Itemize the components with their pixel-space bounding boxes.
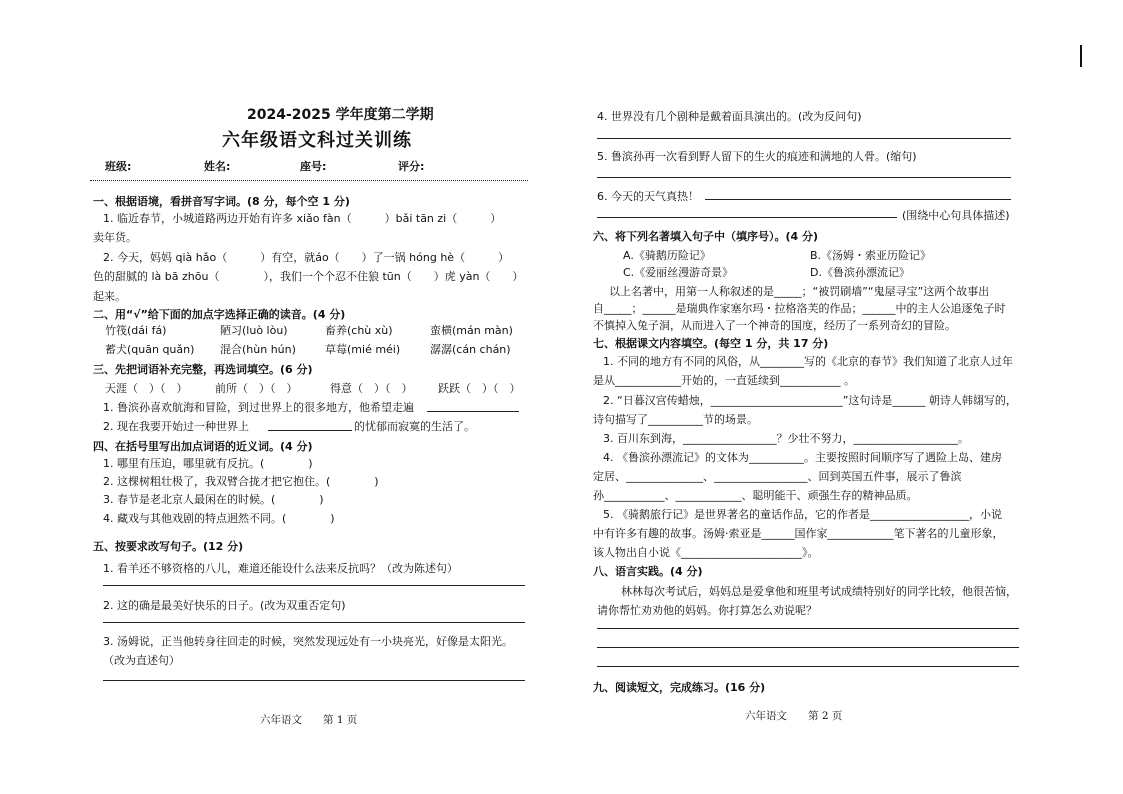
- book-option-d: D.《鲁滨孙漂流记》: [810, 266, 910, 279]
- pinyin-choice: 竹筏(dái fá): [105, 324, 167, 337]
- s3-question-1: 1. 鲁滨孙喜欢航海和冒险，到过世界上的很多地方，他希望走遍: [103, 401, 414, 414]
- pinyin-choice: 草莓(mié méi): [325, 343, 401, 356]
- pinyin-choice: 混合(hùn hún): [220, 343, 296, 356]
- answer-line: [705, 199, 1011, 200]
- s7-q1b: 是从____________开始的，一直延续到___________ 。: [593, 374, 855, 387]
- book-option-c: C.《爱丽丝漫游奇景》: [623, 266, 734, 279]
- s5-question-1: 1. 看羊还不够资格的八儿，难道还能设什么法来反抗吗？（改为陈述句）: [103, 562, 458, 575]
- pinyin-choice: 潺潺(cán chán): [430, 343, 511, 356]
- s8-paragraph-2: 请你帮忙劝劝他的妈妈。你打算怎么劝说呢？: [597, 604, 817, 617]
- s4-question-1: 1. 哪里有压迫，哪里就有反抗。( ): [103, 457, 313, 470]
- s7-q4b: 定居、______________、_________________、回到英国五件事，展示了鲁滨: [593, 470, 962, 483]
- s5-question-3: 3. 汤姆说，正当他转身往回走的时候，突然发现远处有一小块亮光，好像是太阳光。: [103, 635, 513, 648]
- s7-q2a: 2. “日暮汉宫传蜡烛，________________________”这句诗是______ 朝诗人韩翃写的，: [603, 394, 1017, 407]
- s8-paragraph-1: 林林每次考试后，妈妈总是爱拿他和班里考试成绩特别好的同学比较，他很苦恼，: [621, 585, 1017, 598]
- section-9-title: 九、阅读短文，完成练习。(16 分): [593, 681, 766, 694]
- s4-question-2: 2. 这棵树粗壮极了，我双臂合拢才把它抱住。( ): [103, 475, 379, 488]
- p2-question-5: 5. 鲁滨孙再一次看到野人留下的生火的痕迹和满地的人骨。(缩句): [597, 150, 917, 163]
- answer-line: [103, 622, 525, 623]
- seat-field-label: 座号:: [300, 160, 327, 173]
- s4-question-4: 4. 藏戏与其他戏剧的特点迥然不同。( ): [103, 512, 335, 525]
- pinyin-choice: 陋习(luò lòu): [220, 324, 288, 337]
- answer-blank: [427, 411, 519, 412]
- answer-line: [103, 585, 525, 586]
- p2-question-6-note: (围绕中心句具体描述): [902, 209, 1010, 222]
- idiom-blank: 前所（ ）（ ）: [215, 382, 298, 395]
- year-heading: 2024-2025 学年度第二学期: [247, 107, 434, 123]
- answer-line: [597, 666, 1019, 667]
- answer-blank: [268, 430, 352, 431]
- s1-line-5: 起来。: [93, 290, 126, 303]
- s5-question-2: 2. 这的确是最美好快乐的日子。(改为双重否定句): [103, 599, 346, 612]
- answer-line: [597, 138, 1011, 139]
- scan-mark: [1080, 45, 1082, 67]
- answer-line: [103, 680, 525, 681]
- s6-line-1: 以上名著中，用第一人称叙述的是_____；“被罚刷墙”“鬼屋寻宝”这两个故事出: [609, 285, 990, 298]
- s7-q3: 3. 百川东到海，_________________？少壮不努力，___________________。: [603, 432, 969, 445]
- answer-line: [597, 628, 1019, 629]
- section-4-title: 四、在括号里写出加点词语的近义词。(4 分): [93, 440, 313, 453]
- pinyin-choice: 畜养(chù xù): [325, 324, 393, 337]
- idiom-blank: 得意（ ）（ ）: [330, 382, 413, 395]
- answer-line: [597, 647, 1019, 648]
- p2-question-6: 6. 今天的天气真热！: [597, 190, 699, 203]
- s7-q4c: 孙___________、____________、聪明能干、顽强生存的精神品质。: [593, 489, 918, 502]
- page-1-footer: 六年语文 第 1 页: [260, 714, 358, 726]
- name-field-label: 姓名:: [204, 160, 231, 173]
- s7-q5b: 中有许多有趣的故事。汤姆·索亚是______国作家____________笔下著名的儿童形象，: [593, 527, 1004, 540]
- pinyin-choice: 蓄犬(quān quǎn): [105, 343, 195, 356]
- p2-question-4: 4. 世界没有几个剧种是戴着面具演出的。(改为反问句): [597, 110, 862, 123]
- section-3-title: 三、先把词语补充完整，再选词填空。(6 分): [93, 363, 313, 376]
- answer-line: [597, 217, 897, 218]
- section-1-title: 一、根据语境，看拼音写字词。(8 分，每个空 1 分): [93, 195, 350, 208]
- s7-q5a: 5. 《骑鹅旅行记》是世界著名的童话作品，它的作者是__________________，小说: [603, 508, 1002, 521]
- idiom-blank: 跃跃（ ）（ ）: [438, 382, 521, 395]
- section-8-title: 八、语言实践。(4 分): [593, 565, 703, 578]
- idiom-blank: 天涯（ ）（ ）: [105, 382, 188, 395]
- section-6-title: 六、将下列名著填入句子中（填序号）。(4 分): [593, 230, 819, 243]
- s4-question-3: 3. 春节是老北京人最闲在的时候。( ): [103, 493, 324, 506]
- s1-line-4: 色的甜腻的 là bā zhōu（ ），我们一个个忍不住狼 tūn（ ）虎 yàn（ ）: [93, 270, 524, 283]
- s7-q4a: 4. 《鲁滨孙漂流记》的文体为__________。主要按照时间顺序写了遇险上岛、建房: [603, 451, 1002, 464]
- s7-q2b: 诗句描写了__________节的场景。: [593, 413, 758, 426]
- s3-question-2: 2. 现在我要开始过一种世界上: [103, 420, 249, 433]
- s1-line-1: 1. 临近春节，小城道路两边开始有许多 xiǎo fàn（ ）bǎi tān zi（ ）: [103, 212, 502, 225]
- section-2-title: 二、用“√”给下面的加点字选择正确的读音。(4 分): [93, 308, 346, 321]
- s7-q5c: 该人物出自小说《______________________》。: [593, 546, 819, 559]
- s3-question-2-end: 的忧郁而寂寞的生活了。: [354, 420, 475, 433]
- header-divider: [90, 180, 528, 181]
- s6-line-3: 不慎掉入兔子洞，从而进入了一个神奇的国度，经历了一系列奇幻的冒险。: [593, 319, 956, 332]
- pinyin-choice: 蛮横(mán màn): [430, 324, 513, 337]
- answer-line: [597, 177, 1011, 178]
- page-title: 六年级语文科过关训练: [222, 130, 412, 151]
- section-7-title: 七、根据课文内容填空。(每空 1 分，共 17 分): [593, 337, 829, 350]
- class-field-label: 班级:: [105, 160, 132, 173]
- s6-line-2: 自_____；______是瑞典作家塞尔玛・拉格洛芙的作品；______中的主人公追逐兔子时: [593, 302, 1006, 315]
- book-option-b: B.《汤姆・索亚历险记》: [810, 249, 932, 262]
- s7-q1a: 1. 不同的地方有不同的风俗，从________写的《北京的春节》我们知道了北京人过年: [603, 355, 1013, 368]
- s5-question-3-note: （改为直述句）: [103, 654, 180, 667]
- s1-line-3: 2. 今天，妈妈 qià hǎo（ ）有空，就áo（ ）了一锅 hóng hè（ ）: [103, 251, 510, 264]
- page-2-footer: 六年语文 第 2 页: [745, 710, 843, 722]
- section-5-title: 五、按要求改写句子。(12 分): [93, 540, 244, 553]
- book-option-a: A.《骑鹅历险记》: [623, 249, 711, 262]
- s1-line-2: 卖年货。: [93, 231, 137, 244]
- score-field-label: 评分:: [398, 160, 425, 173]
